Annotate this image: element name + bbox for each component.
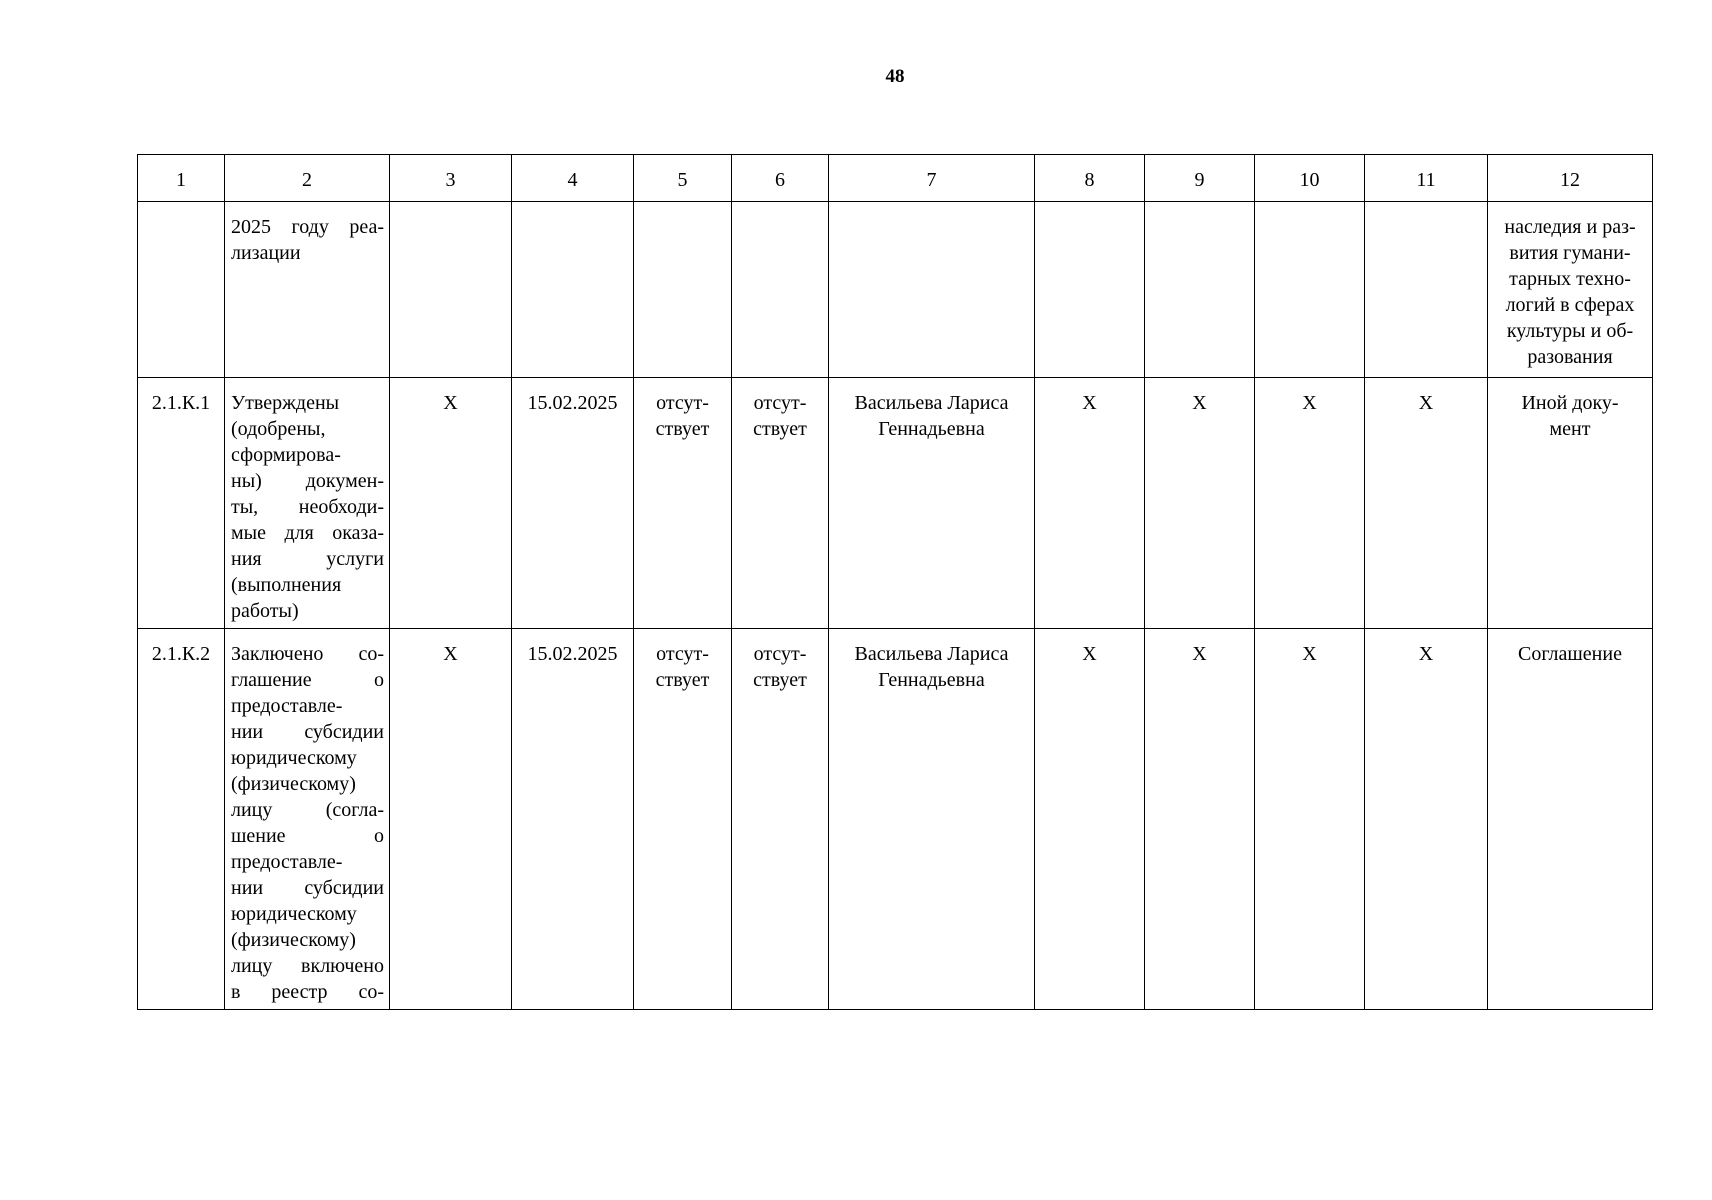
mark-cell: X — [390, 629, 512, 1010]
date-cell: 15.02.2025 — [512, 378, 634, 629]
row-id-cell: 2.1.К.2 — [138, 629, 225, 1010]
mark-cell: X — [390, 378, 512, 629]
page-number: 48 — [885, 66, 905, 87]
description-line: ны) докумен- — [231, 470, 384, 492]
description-line: (одобрены, — [231, 418, 326, 440]
responsible-person-cell — [829, 629, 1035, 1010]
status-cell — [732, 629, 829, 1010]
empty-cell — [512, 202, 634, 378]
empty-cell — [1365, 202, 1488, 378]
document-type-line: тарных техно- — [1509, 268, 1631, 290]
document-type-line: культуры и об- — [1506, 320, 1634, 342]
empty-cell — [732, 202, 829, 378]
header-cell: 12 — [1488, 155, 1653, 202]
description-line: Заключено со- — [231, 643, 384, 665]
status-line: отсут- — [656, 643, 709, 665]
description-line: лизации — [231, 242, 301, 264]
status-cell — [634, 629, 732, 1010]
person-name-line: Геннадьевна — [878, 669, 985, 691]
date-cell: 15.02.2025 — [512, 629, 634, 1010]
document-type-line: разования — [1527, 346, 1613, 368]
mark-cell: X — [1255, 378, 1365, 629]
empty-cell — [829, 202, 1035, 378]
header-cell: 9 — [1145, 155, 1255, 202]
table-row-continuation — [138, 202, 1653, 378]
header-cell: 10 — [1255, 155, 1365, 202]
status-line: отсут- — [753, 392, 807, 414]
responsible-person-cell — [829, 378, 1035, 629]
mark-cell: X — [1365, 378, 1488, 629]
document-type-line: Соглашение — [1518, 643, 1622, 665]
description-line: ния услуги — [231, 548, 384, 570]
header-cell: 5 — [634, 155, 732, 202]
table-header-row — [138, 155, 1653, 202]
description-line: шение о — [231, 825, 384, 847]
mark-cell: X — [1145, 378, 1255, 629]
header-cell: 11 — [1365, 155, 1488, 202]
mark-cell: X — [1035, 378, 1145, 629]
document-type-line: логий в сферах — [1505, 294, 1635, 316]
description-line: юридическому — [231, 903, 357, 925]
status-cell — [634, 378, 732, 629]
description-line: (физическому) — [231, 773, 356, 795]
description-line: Утверждены — [231, 392, 340, 414]
document-table — [137, 154, 1653, 1010]
person-name-line: Геннадьевна — [878, 418, 985, 440]
description-line: лицу включено — [231, 955, 384, 977]
mark-cell: X — [1365, 629, 1488, 1010]
status-line: ствует — [753, 418, 807, 440]
header-cell: 7 — [829, 155, 1035, 202]
description-cell — [225, 629, 390, 1010]
empty-cell — [1035, 202, 1145, 378]
empty-cell — [634, 202, 732, 378]
description-cell — [225, 378, 390, 629]
document-type-line: наследия и раз- — [1504, 216, 1636, 238]
row-id-cell: 2.1.К.1 — [138, 378, 225, 629]
mark-cell: X — [1035, 629, 1145, 1010]
document-type-line: мент — [1549, 418, 1591, 440]
description-line: мые для оказа- — [231, 522, 384, 544]
description-line: ты, необходи- — [231, 496, 384, 518]
empty-cell — [390, 202, 512, 378]
description-cell — [225, 202, 390, 378]
empty-cell — [1255, 202, 1365, 378]
description-line: предоставле- — [231, 695, 343, 717]
status-line: ствует — [753, 669, 807, 691]
description-line: работы) — [231, 600, 299, 622]
header-cell: 6 — [732, 155, 829, 202]
description-line: глашение о — [231, 669, 384, 691]
document-type-cell — [1488, 629, 1653, 1010]
header-cell: 3 — [390, 155, 512, 202]
mark-cell: X — [1145, 629, 1255, 1010]
table-row — [138, 629, 1653, 1010]
description-line: в реестр со- — [231, 981, 384, 1003]
document-type-cell — [1488, 202, 1653, 378]
header-cell: 8 — [1035, 155, 1145, 202]
status-line: отсут- — [656, 392, 709, 414]
mark-cell: X — [1255, 629, 1365, 1010]
description-line: юридическому — [231, 747, 357, 769]
person-name-line: Васильева Лариса — [854, 643, 1009, 665]
table-row — [138, 378, 1653, 629]
description-line: (физическому) — [231, 929, 356, 951]
status-line: ствует — [655, 669, 710, 691]
description-line: предоставле- — [231, 851, 343, 873]
description-line: 2025 году реа- — [231, 216, 384, 238]
status-line: ствует — [655, 418, 710, 440]
header-cell: 1 — [138, 155, 225, 202]
document-type-cell — [1488, 378, 1653, 629]
person-name-line: Васильева Лариса — [854, 392, 1009, 414]
status-line: отсут- — [753, 643, 807, 665]
header-cell: 4 — [512, 155, 634, 202]
description-line: сформирова- — [231, 444, 341, 466]
document-type-line: вития гумани- — [1509, 242, 1631, 264]
status-cell — [732, 378, 829, 629]
description-line: нии субсидии — [231, 877, 384, 899]
description-line: (выполнения — [231, 574, 342, 596]
header-cell: 2 — [225, 155, 390, 202]
description-line: нии субсидии — [231, 721, 384, 743]
row-id-cell — [138, 202, 225, 378]
document-type-line: Иной доку- — [1521, 392, 1619, 414]
description-line: лицу (согла- — [231, 799, 384, 821]
empty-cell — [1145, 202, 1255, 378]
